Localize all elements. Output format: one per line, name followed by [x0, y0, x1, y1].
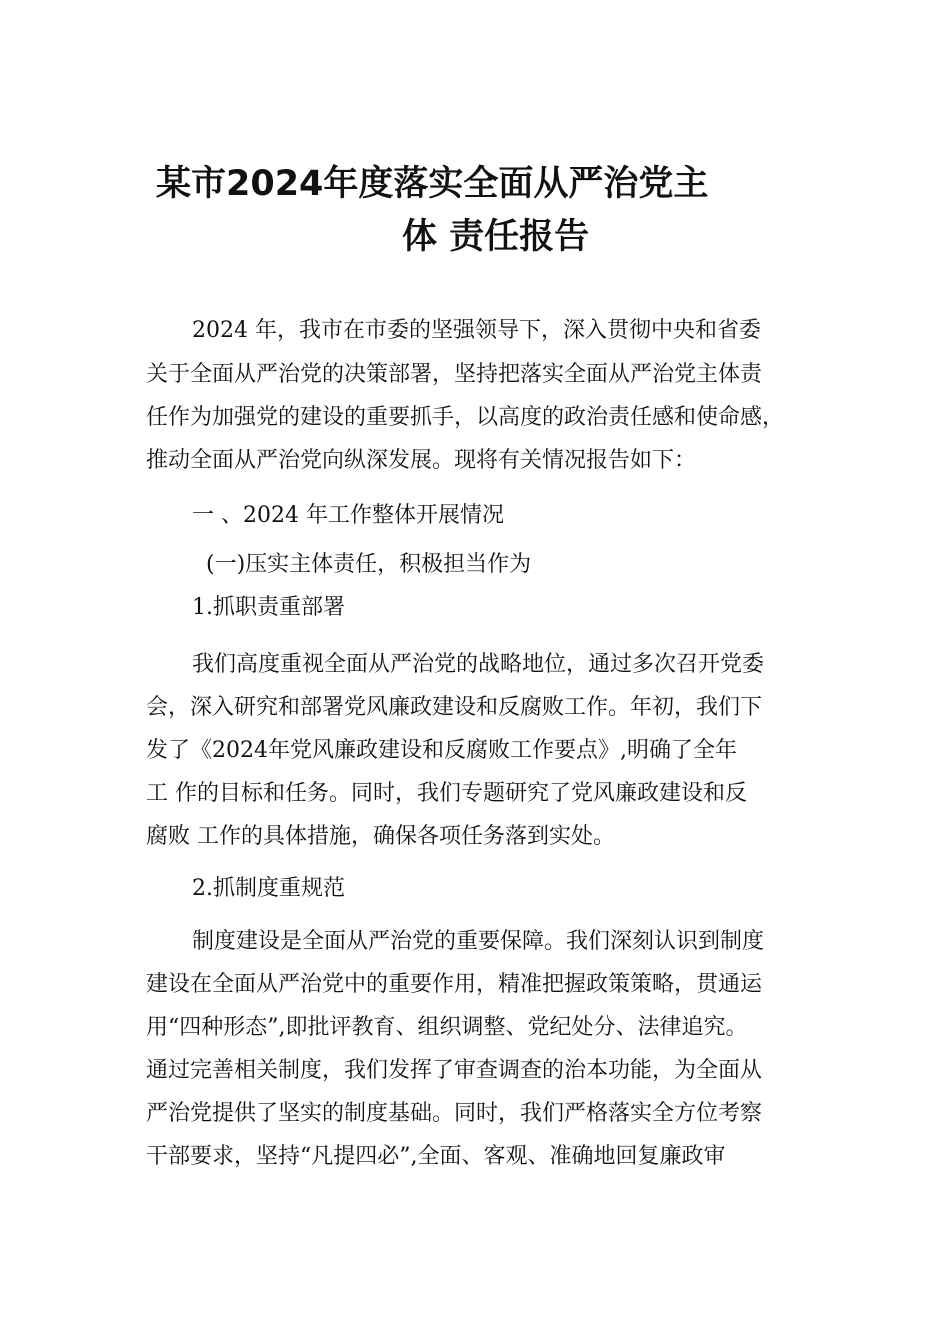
item2-line-6: 干部要求，坚持“凡提四必”,全面、客观、准确地回复廉政审: [146, 1144, 726, 1169]
item2-line-2: 建设在全面从严治党中的重要作用，精准把握政策策略，贯通运: [146, 972, 763, 997]
intro-line-4: 推动全面从严治党向纵深发展。现将有关情况报告如下：: [146, 448, 697, 473]
item-heading-1: 1.抓职责重部署: [192, 595, 345, 620]
item2-line-5: 严治党提供了坚实的制度基础。同时，我们严格落实全方位考察: [146, 1101, 763, 1126]
intro-line-3: 任作为加强党的建设的重要抓手，以高度的政治责任感和使命感，: [146, 405, 785, 430]
item2-line-3: 用“四种形态”,即批评教育、组织调整、党纪处分、法律追究。: [146, 1015, 748, 1040]
item1-line-1: 我们高度重视全面从严治党的战略地位，通过多次召开党委: [192, 652, 765, 677]
subsection-heading-1: (一)压实主体责任，积极担当作为: [206, 552, 532, 577]
item1-line-4: 工 作的目标和任务。同时，我们专题研究了党风廉政建设和反: [146, 781, 747, 806]
item1-line-2: 会，深入研究和部署党风廉政建设和反腐败工作。年初，我们下: [146, 695, 763, 720]
item2-line-4: 通过完善相关制度，我们发挥了审查调查的治本功能，为全面从: [146, 1058, 763, 1083]
document-title-line-2: 体 责任报告: [402, 217, 590, 257]
intro-line-2: 关于全面从严治党的决策部署，坚持把落实全面从严治党主体责: [146, 362, 763, 387]
intro-line-1: 2024 年，我市在市委的坚强领导下，深入贯彻中央和省委: [192, 318, 761, 343]
item2-line-1: 制度建设是全面从严治党的重要保障。我们深刻认识到制度: [192, 929, 765, 954]
item1-line-3: 发了《2024年党风廉政建设和反腐败工作要点》,明确了全年: [146, 738, 737, 763]
item1-line-5: 腐败 工作的具体措施，确保各项任务落到实处。: [146, 824, 615, 849]
document-title-line-1: 某市2024年度落实全面从严治党主: [156, 164, 709, 204]
item-heading-2: 2.抓制度重规范: [192, 876, 345, 901]
section-heading-1: 一 、2024 年工作整体开展情况: [192, 503, 504, 528]
